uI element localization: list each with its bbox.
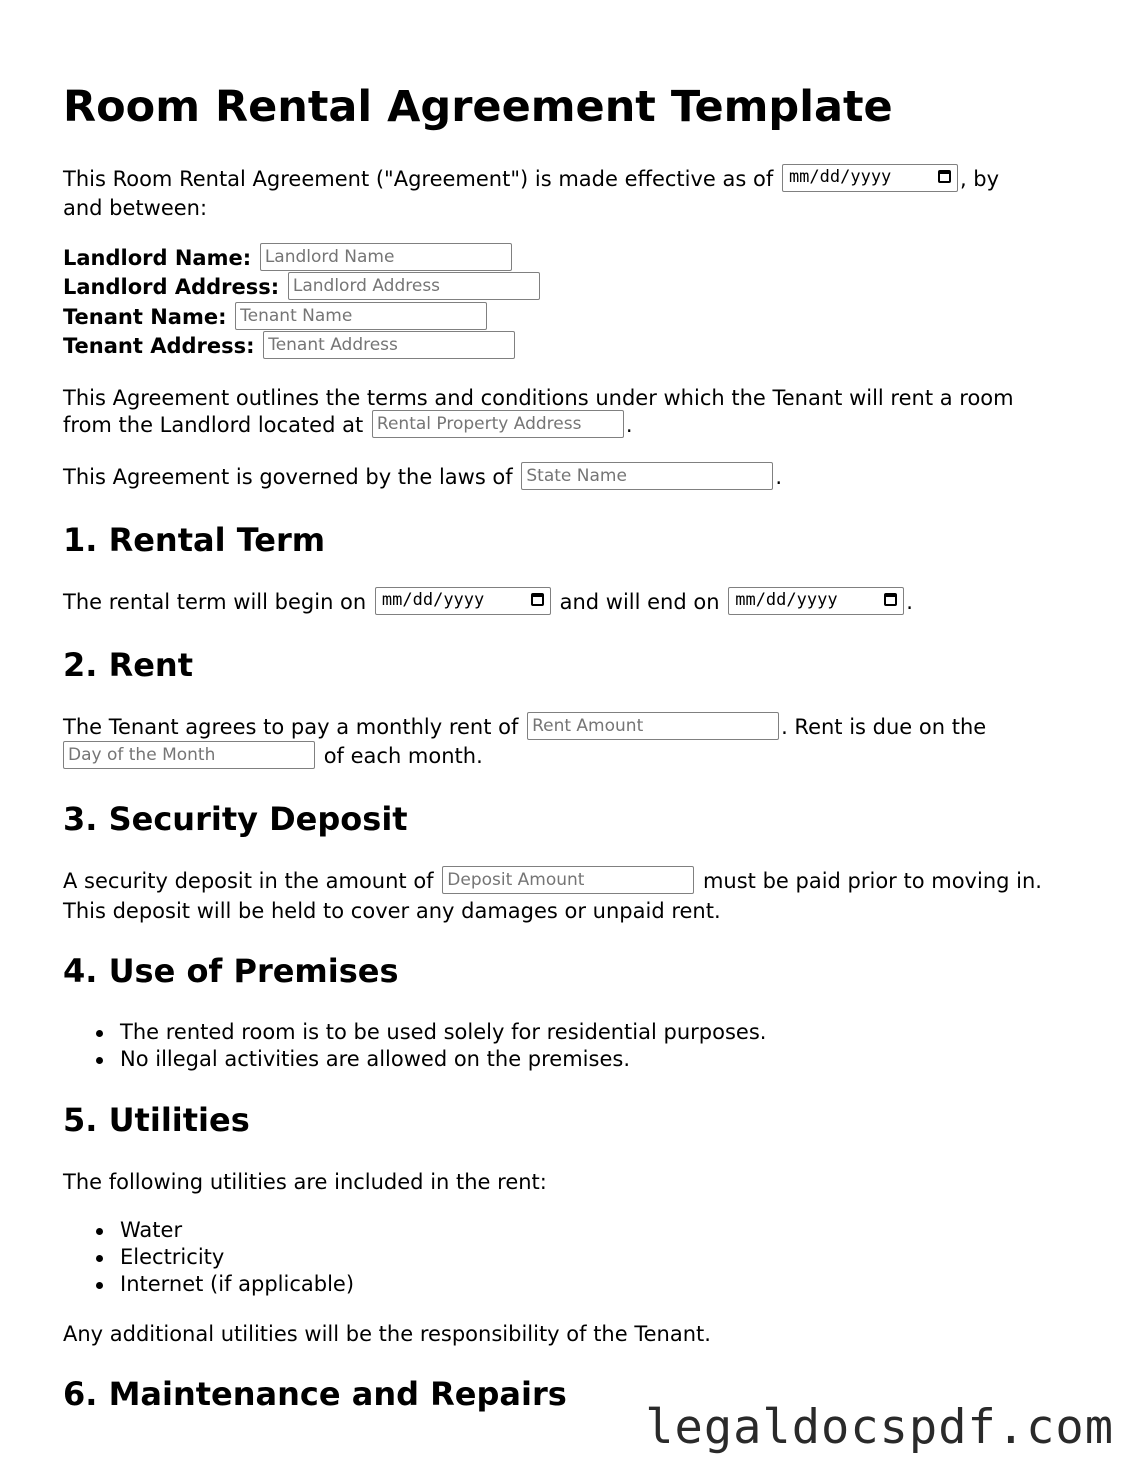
field-label: Tenant Address: [63, 334, 255, 358]
period: . [775, 465, 783, 489]
deposit-line-2: This deposit will be held to cover any damages or unpaid rent. [63, 899, 721, 923]
rental-term-middle: and will end on [559, 590, 720, 614]
rent-line-1 [63, 713, 986, 742]
party-row-tenant-address [63, 332, 517, 361]
party-row-tenant-name [63, 303, 489, 332]
rent-text-end: of each month. [323, 744, 483, 768]
state-name-input[interactable] [521, 462, 773, 490]
intro-line [63, 165, 999, 194]
outline-line-1: This Agreement outlines the terms and conditions under which the Tenant will rent a room [63, 386, 1014, 410]
tenant-name-input[interactable] [235, 302, 487, 330]
effective-date-input[interactable] [782, 164, 958, 192]
end-date-input[interactable] [728, 587, 904, 615]
premises-list [63, 1019, 766, 1073]
day-of-month-input[interactable] [63, 741, 315, 769]
start-date-input[interactable] [375, 587, 551, 615]
party-row-landlord-address [63, 273, 542, 302]
party-row-landlord-name [63, 244, 514, 273]
section-heading-maintenance: 6. Maintenance and Repairs [63, 1375, 567, 1413]
list-item: Water [63, 1217, 354, 1244]
section-heading-use-of-premises: 4. Use of Premises [63, 952, 399, 990]
section-heading-security-deposit: 3. Security Deposit [63, 800, 408, 838]
governed-text: This Agreement is governed by the laws of [63, 465, 513, 489]
utilities-outro: Any additional utilities will be the responsibility of the Tenant. [63, 1322, 711, 1346]
rent-line-2 [61, 742, 483, 771]
rental-property-address-input[interactable] [372, 410, 624, 438]
date-placeholder: mm/dd/yyyy [735, 590, 838, 610]
deposit-line-1 [63, 867, 1042, 896]
rent-text: The Tenant agrees to pay a monthly rent of [63, 715, 519, 739]
outline-text: from the Landlord located at [63, 413, 364, 437]
list-item: No illegal activities are allowed on the premises. [63, 1046, 766, 1073]
field-label: Landlord Name: [63, 246, 252, 270]
date-placeholder: mm/dd/yyyy [788, 167, 892, 187]
field-label: Tenant Name: [63, 305, 227, 329]
watermark: legaldocspdf.com [645, 1400, 1114, 1455]
calendar-icon[interactable] [884, 593, 897, 606]
page-title: Room Rental Agreement Template [63, 82, 893, 132]
rental-term-line [63, 588, 913, 617]
rental-term-text: The rental term will begin on [63, 590, 367, 614]
section-heading-utilities: 5. Utilities [63, 1101, 250, 1139]
outline-line-2 [63, 411, 633, 440]
deposit-text-after: must be paid prior to moving in. [702, 869, 1042, 893]
list-item: The rented room is to be used solely for residential purposes. [63, 1019, 766, 1046]
governed-line [63, 463, 782, 492]
period: . [906, 590, 913, 614]
deposit-amount-input[interactable] [442, 866, 694, 894]
field-label: Landlord Address: [63, 275, 280, 299]
intro-line-2: and between: [63, 196, 208, 220]
date-placeholder: mm/dd/yyyy [381, 590, 485, 610]
rent-amount-input[interactable] [527, 712, 779, 740]
list-item: Internet (if applicable) [63, 1271, 354, 1298]
calendar-icon[interactable] [531, 593, 544, 606]
section-heading-rental-term: 1. Rental Term [63, 521, 326, 559]
utilities-intro: The following utilities are included in the rent: [63, 1170, 547, 1194]
section-heading-rent: 2. Rent [63, 646, 193, 684]
landlord-address-input[interactable] [288, 272, 540, 300]
intro-text-after: , by [959, 167, 1000, 191]
list-item: Electricity [63, 1244, 354, 1271]
rent-text-after: . Rent is due on the [781, 715, 987, 739]
intro-text: This Room Rental Agreement ("Agreement") is made effective as of [63, 167, 774, 191]
deposit-text: A security deposit in the amount of [63, 869, 434, 893]
period: . [625, 413, 633, 437]
calendar-icon[interactable] [938, 170, 951, 183]
landlord-name-input[interactable] [260, 243, 512, 271]
tenant-address-input[interactable] [263, 331, 515, 359]
utilities-list [63, 1217, 354, 1298]
